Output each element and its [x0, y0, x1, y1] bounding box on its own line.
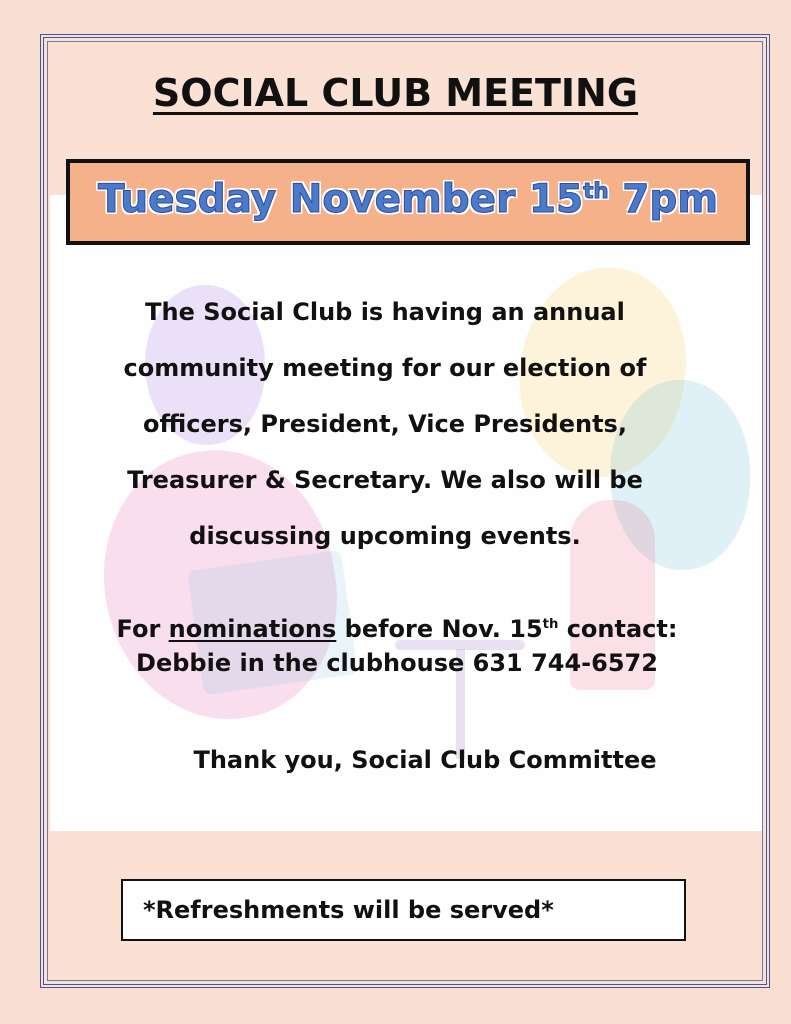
meeting-description	[75, 284, 695, 564]
refreshments-notice: *Refreshments will be served*	[121, 879, 686, 941]
meeting-date-banner	[66, 159, 750, 245]
nominations-label: nominations	[168, 615, 337, 643]
meeting-date-text	[98, 176, 718, 224]
description-line: officers, President, Vice Presidents,	[143, 410, 627, 438]
meeting-date-prefix: Tuesday November 15	[98, 177, 584, 222]
nomination-contact	[52, 612, 742, 680]
nomination-contact-line	[52, 612, 742, 646]
contact-prefix: For	[116, 615, 169, 643]
description-line: The Social Club is having an annual	[145, 298, 625, 326]
flyer-title: SOCIAL CLUB MEETING	[152, 71, 639, 115]
meeting-time: 7pm	[608, 177, 718, 222]
contact-suffix: contact:	[558, 615, 678, 643]
meeting-date-ordinal: th	[583, 179, 609, 204]
description-line: community meeting for our election of	[123, 354, 647, 382]
contact-person-and-phone: Debbie in the clubhouse 631 744-6572	[136, 649, 658, 677]
description-line: Treasurer & Secretary. We also will be	[127, 466, 643, 494]
nomination-deadline: before Nov. 15	[336, 615, 543, 643]
description-line: discussing upcoming events.	[189, 522, 581, 550]
nomination-deadline-ordinal: th	[542, 617, 559, 632]
thank-you-note: Thank you, Social Club Committee	[193, 746, 657, 774]
